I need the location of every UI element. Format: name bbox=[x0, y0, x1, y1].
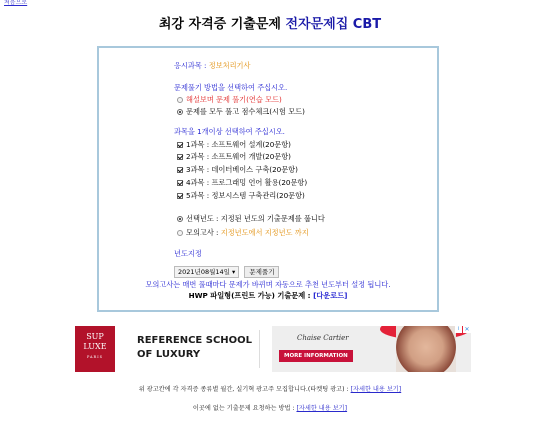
mode-mock[interactable] bbox=[177, 228, 309, 238]
home-link[interactable]: 처음으로 bbox=[4, 0, 28, 6]
footer-line2-text: 이곳에 없는 기출문제 요청하는 방법 : bbox=[192, 405, 297, 412]
ad-logo-line1: SUP bbox=[86, 332, 104, 341]
method-option-practice[interactable] bbox=[177, 95, 282, 105]
year-select-value: 2021년08월14일 bbox=[178, 268, 230, 276]
page-title bbox=[0, 13, 540, 32]
subject-value: 정보처리기사 bbox=[208, 61, 251, 70]
ad-cta-button[interactable]: MORE INFORMATION bbox=[279, 350, 353, 362]
subject-label: 응시과목 : bbox=[174, 61, 209, 70]
ad-headline bbox=[137, 334, 252, 362]
course-item-5[interactable] bbox=[177, 191, 305, 201]
course-checkbox[interactable] bbox=[177, 180, 183, 186]
course-checkbox[interactable] bbox=[177, 154, 183, 160]
start-quiz-button[interactable]: 문제풀기 bbox=[244, 266, 279, 278]
hwp-download-link[interactable]: [다운로드] bbox=[313, 291, 348, 300]
exam-label: 문제를 모두 풀고 점수체크(시험 모드) bbox=[186, 107, 305, 116]
method-option-exam[interactable] bbox=[177, 107, 305, 117]
mock-notice: 모의고사는 매번 풀때마다 문제가 바뀌며 자동으로 추천 년도부터 설정 됩니다. bbox=[145, 280, 391, 289]
ad-headline-line2: OF LUXURY bbox=[137, 349, 201, 360]
practice-radio[interactable] bbox=[177, 97, 183, 103]
course-label: 2과목 : 소프트웨어 개발(20문항) bbox=[186, 152, 291, 161]
course-item-4[interactable] bbox=[177, 178, 307, 188]
page-title-main: 최강 자격증 기출문제 bbox=[158, 17, 286, 32]
mode-selected-year[interactable] bbox=[177, 214, 325, 224]
year-controls bbox=[174, 259, 279, 278]
course-label: 1과목 : 소프트웨어 설계(20문항) bbox=[186, 140, 291, 149]
mock-radio[interactable] bbox=[177, 230, 183, 236]
courses-heading: 과목을 1개이상 선택하여 주십시오. bbox=[174, 127, 285, 136]
course-item-1[interactable] bbox=[177, 140, 291, 150]
ad-info-icon[interactable]: i bbox=[455, 326, 462, 333]
advertisement-banner[interactable] bbox=[75, 326, 471, 372]
course-checkbox[interactable] bbox=[177, 142, 183, 148]
practice-label: 해설보며 문제 풀기(연습 모드) bbox=[186, 95, 282, 104]
course-label: 3과목 : 데이터베이스 구축(20문항) bbox=[186, 165, 298, 174]
ad-close-icon[interactable]: ✕ bbox=[464, 326, 470, 333]
footer-line2-link[interactable]: [자세한 내용 보기] bbox=[296, 405, 348, 412]
ad-logo-line2: LUXE bbox=[83, 342, 107, 351]
ad-headline-line1: REFERENCE SCHOOL bbox=[137, 335, 253, 346]
mock-label: 모의고사 : bbox=[186, 228, 221, 237]
exam-options-panel bbox=[97, 46, 439, 312]
ad-image-panel[interactable] bbox=[272, 326, 471, 372]
page-title-highlight: 전자문제집 CBT bbox=[285, 17, 382, 32]
ad-divider bbox=[259, 330, 260, 368]
chevron-down-icon: ▾ bbox=[232, 268, 236, 276]
ad-logo-line3: PARIS bbox=[87, 355, 103, 359]
ad-model-image bbox=[396, 326, 456, 372]
footer-request bbox=[0, 403, 540, 412]
course-label: 5과목 : 정보시스템 구축관리(20문항) bbox=[186, 191, 305, 200]
course-item-3[interactable] bbox=[177, 165, 298, 175]
course-item-2[interactable] bbox=[177, 152, 291, 162]
exam-radio[interactable] bbox=[177, 109, 183, 115]
mock-highlight: 지정년도에서 지정년도 까지 bbox=[220, 228, 309, 237]
method-heading: 문제풀기 방법을 선택하여 주십시오. bbox=[174, 83, 288, 92]
hwp-text: HWP 파일형(프린트 가능) 기출문제 : bbox=[188, 291, 314, 300]
footer-line1-link[interactable]: [자세한 내용 보기] bbox=[350, 386, 402, 393]
ad-brand: Chaise Cartier bbox=[297, 334, 349, 342]
course-checkbox[interactable] bbox=[177, 167, 183, 173]
course-checkbox[interactable] bbox=[177, 193, 183, 199]
subject-row bbox=[174, 61, 250, 71]
ad-logo bbox=[75, 326, 115, 372]
year-select[interactable] bbox=[174, 266, 239, 278]
year-label: 년도지정 bbox=[174, 249, 202, 258]
selected-year-label: 선택년도 : 지정된 년도의 기출문제를 풉니다 bbox=[186, 214, 325, 223]
course-label: 4과목 : 프로그래밍 언어 활용(20문항) bbox=[186, 178, 308, 187]
selected-year-radio[interactable] bbox=[177, 216, 183, 222]
footer-ad-recruit bbox=[0, 384, 540, 393]
hwp-row bbox=[99, 291, 437, 301]
footer-line1-text: 위 광고칸에 각 자격증 종류별 월간, 실기혁 광고주 모집합니다.(타켓팅 광고) : bbox=[138, 386, 351, 393]
